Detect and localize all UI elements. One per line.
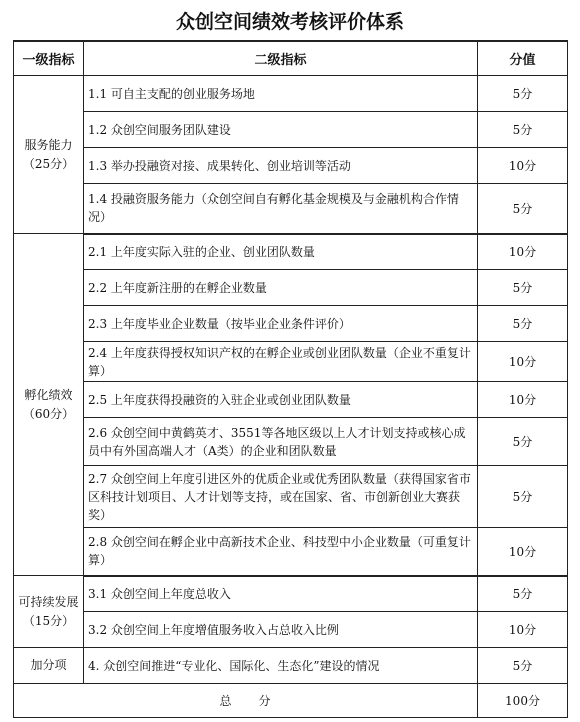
category-cell [14, 234, 84, 576]
item-text: 2.7 众创空间上年度引进区外的优质企业或优秀团队数量（获得国家省市区科技计划项目、人才计划等支持，或在国家、省、市创新创业大赛获奖） [84, 466, 478, 528]
item-text: 2.1 上年度实际入驻的企业、创业团队数量 [84, 234, 478, 270]
category-points: （60分） [22, 406, 75, 421]
total-label: 总 分 [14, 684, 478, 718]
item-text: 2.4 上年度获得授权知识产权的在孵企业或创业团队数量（企业不重复计算） [84, 342, 478, 382]
header-level2: 二级指标 [84, 41, 478, 76]
table-row [14, 612, 568, 648]
table-row [14, 528, 568, 576]
item-text: 2.6 众创空间中黄鹤英才、3551等各地区级以上人才计划支持或核心成员中有外国高端人才（A类）的企业和团队数量 [84, 418, 478, 466]
category-points: （15分） [22, 613, 75, 628]
item-score: 10分 [478, 234, 568, 270]
table-row [14, 466, 568, 528]
item-text: 1.1 可自主支配的创业服务场地 [84, 76, 478, 112]
item-score: 5分 [478, 576, 568, 612]
item-text: 2.5 上年度获得投融资的入驻企业或创业团队数量 [84, 382, 478, 418]
category-name: 可持续发展 [18, 594, 79, 609]
item-score: 5分 [478, 306, 568, 342]
category-points: （25分） [22, 156, 75, 171]
category-cell [14, 576, 84, 648]
item-score: 10分 [478, 382, 568, 418]
table-row [14, 234, 568, 270]
total-row [14, 684, 568, 718]
item-score: 5分 [478, 76, 568, 112]
item-score: 10分 [478, 528, 568, 576]
item-score: 5分 [478, 418, 568, 466]
item-text: 2.2 上年度新注册的在孵企业数量 [84, 270, 478, 306]
item-text: 1.3 举办投融资对接、成果转化、创业培训等活动 [84, 148, 478, 184]
evaluation-table [13, 40, 568, 718]
table-row [14, 418, 568, 466]
table-row [14, 270, 568, 306]
item-text: 3.1 众创空间上年度总收入 [84, 576, 478, 612]
table-row [14, 648, 568, 684]
category-cell [14, 648, 84, 684]
item-text: 3.2 众创空间上年度增值服务收入占总收入比例 [84, 612, 478, 648]
item-text: 2.3 上年度毕业企业数量（按毕业企业条件评价） [84, 306, 478, 342]
category-name: 服务能力 [24, 137, 73, 152]
item-text: 2.8 众创空间在孵企业中高新技术企业、科技型中小企业数量（可重复计算） [84, 528, 478, 576]
item-score: 5分 [478, 270, 568, 306]
item-text: 1.4 投融资服务能力（众创空间自有孵化基金规模及与金融机构合作情况） [84, 184, 478, 234]
item-score: 5分 [478, 648, 568, 684]
table-row [14, 112, 568, 148]
total-score: 100分 [478, 684, 568, 718]
item-score: 10分 [478, 342, 568, 382]
item-text: 1.2 众创空间服务团队建设 [84, 112, 478, 148]
item-score: 5分 [478, 112, 568, 148]
item-score: 10分 [478, 612, 568, 648]
category-name: 孵化绩效 [24, 387, 73, 402]
table-row [14, 342, 568, 382]
item-text: 4. 众创空间推进“专业化、国际化、生态化”建设的情况 [84, 648, 478, 684]
item-score: 10分 [478, 148, 568, 184]
table-row [14, 148, 568, 184]
item-score: 5分 [478, 466, 568, 528]
header-level1: 一级指标 [14, 41, 84, 76]
category-cell [14, 76, 84, 234]
table-row [14, 306, 568, 342]
header-row [14, 41, 568, 76]
item-score: 5分 [478, 184, 568, 234]
table-row [14, 184, 568, 234]
category-name: 加分项 [30, 658, 67, 672]
table-row [14, 576, 568, 612]
table-row [14, 382, 568, 418]
document-title: 众创空间绩效考核评价体系 [175, 11, 404, 33]
table-row [14, 76, 568, 112]
header-score: 分值 [478, 41, 568, 76]
